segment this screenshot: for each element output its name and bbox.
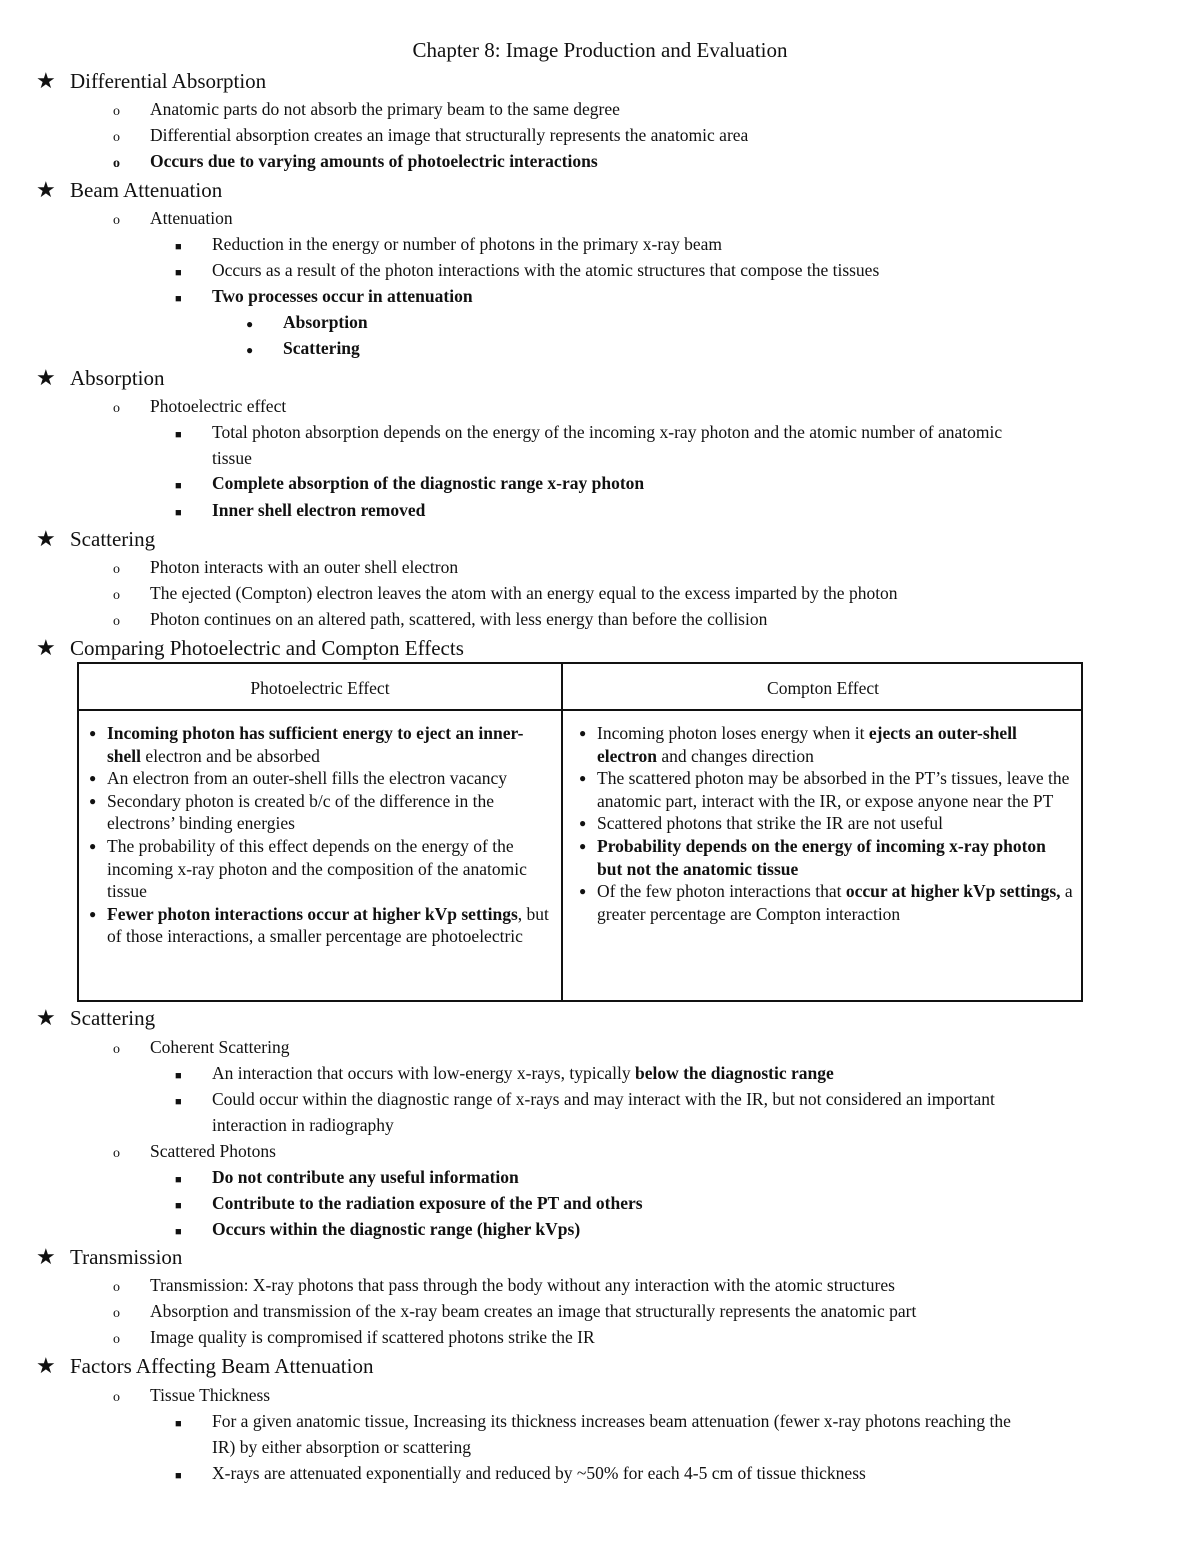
list-item: ● The scattered photon may be absorbed in the PT’s tissues, leave the anatomic part, interact with the IR, or expose anyone near the PT — [579, 767, 1074, 812]
list-item: ● Scattering — [246, 336, 360, 362]
square-bullet-icon: ■ — [175, 507, 182, 519]
list-item: ■ X-rays are attenuated exponentially and reduced by ~50% for each 4-5 cm of tissue thickness — [175, 1461, 866, 1488]
list-item: o Anatomic parts do not absorb the primary beam to the same degree — [113, 97, 620, 124]
list-item: ● Of the few photon interactions that occur at higher kVp settings, a greater percentage are Compton interaction — [579, 880, 1074, 925]
list-item: o Photon interacts with an outer shell electron — [113, 555, 458, 582]
star-icon: ★ — [36, 365, 56, 390]
square-bullet-icon: ■ — [175, 1418, 182, 1430]
star-icon: ★ — [36, 1244, 56, 1269]
dot-bullet-icon: ● — [246, 317, 254, 331]
square-bullet-icon: ■ — [175, 429, 182, 441]
heading-scattering: ★ Scattering — [36, 526, 156, 551]
table-cell-photoelectric — [89, 722, 554, 948]
star-icon: ★ — [36, 68, 56, 93]
list-item: ● Probability depends on the energy of incoming x-ray photon but not the anatomic tissue — [579, 835, 1074, 880]
circle-bullet-icon: o — [113, 1390, 120, 1405]
page-title: Chapter 8: Image Production and Evaluation — [412, 38, 788, 62]
list-item: ● An electron from an outer-shell fills the electron vacancy — [89, 767, 554, 790]
list-item: ● Secondary photon is created b/c of the difference in the electrons’ binding energies — [89, 790, 554, 835]
list-item: o Differential absorption creates an image that structurally represents the anatomic area — [113, 123, 748, 150]
star-icon: ★ — [36, 1005, 56, 1030]
list-item: ■ Do not contribute any useful information — [175, 1165, 519, 1192]
list-item: o Scattered Photons — [113, 1139, 276, 1166]
list-item-continuation: tissue — [212, 448, 252, 468]
list-item: o Occurs due to varying amounts of photoelectric interactions — [113, 149, 598, 176]
list-item: ■ Inner shell electron removed — [175, 498, 425, 525]
list-item: ■ Total photon absorption depends on the energy of the incoming x-ray photon and the atomic number of anatomic — [175, 420, 1002, 447]
table-column-divider — [561, 664, 563, 1000]
square-bullet-icon: ■ — [175, 1226, 182, 1238]
heading-absorption: ★ Absorption — [36, 365, 165, 390]
list-item: ■ For a given anatomic tissue, Increasing its thickness increases beam attenuation (fewer x-ray photons reaching the — [175, 1409, 1011, 1436]
list-item-continuation: IR) by either absorption or scattering — [212, 1437, 472, 1457]
heading-transmission: ★ Transmission — [36, 1244, 183, 1269]
list-item-continuation: interaction in radiography — [212, 1115, 394, 1135]
star-icon: ★ — [36, 177, 56, 202]
square-bullet-icon: ■ — [175, 1070, 182, 1082]
list-item: ● Scattered photons that strike the IR are not useful — [579, 812, 1074, 835]
heading-differential-absorption: ★ Differential Absorption — [36, 68, 267, 93]
square-bullet-icon: ■ — [175, 241, 182, 253]
circle-bullet-icon: o — [113, 614, 120, 629]
square-bullet-icon: ■ — [175, 293, 182, 305]
circle-bullet-icon: o — [113, 156, 120, 171]
list-item: o Transmission: X-ray photons that pass through the body without any interaction with the atomic structures — [113, 1273, 895, 1300]
table-header-photoelectric: Photoelectric Effect — [250, 678, 390, 698]
square-bullet-icon: ■ — [175, 267, 182, 279]
table-header-compton: Compton Effect — [767, 678, 879, 698]
list-item: ● Incoming photon loses energy when it ejects an outer-shell electron and changes direction — [579, 722, 1074, 767]
list-item: ■ Two processes occur in attenuation — [175, 284, 473, 311]
list-item: o Tissue Thickness — [113, 1383, 270, 1410]
square-bullet-icon: ■ — [175, 1470, 182, 1482]
circle-bullet-icon: o — [113, 1332, 120, 1347]
list-item: o The ejected (Compton) electron leaves the atom with an energy equal to the excess imparted by the photon — [113, 581, 898, 608]
star-icon: ★ — [36, 1353, 56, 1378]
list-item: ■ An interaction that occurs with low-energy x-rays, typically below the diagnostic range — [175, 1061, 834, 1088]
list-item: ● Fewer photon interactions occur at higher kVp settings, but of those interactions, a smaller percentage are photoelectric — [89, 903, 554, 948]
list-item: o Attenuation — [113, 206, 233, 233]
circle-bullet-icon: o — [113, 1306, 120, 1321]
table-header-divider — [79, 709, 1081, 711]
heading-comparing: ★ Comparing Photoelectric and Compton Effects — [36, 635, 464, 660]
list-item: o Coherent Scattering — [113, 1035, 289, 1062]
square-bullet-icon: ■ — [175, 1096, 182, 1108]
list-item: ■ Occurs as a result of the photon interactions with the atomic structures that compose the tissues — [175, 258, 879, 285]
list-item: ■ Occurs within the diagnostic range (higher kVps) — [175, 1217, 580, 1244]
circle-bullet-icon: o — [113, 213, 120, 228]
circle-bullet-icon: o — [113, 104, 120, 119]
star-icon: ★ — [36, 635, 56, 660]
star-icon: ★ — [36, 526, 56, 551]
dot-bullet-icon: ● — [246, 343, 254, 357]
circle-bullet-icon: o — [113, 1146, 120, 1161]
heading-beam-attenuation: ★ Beam Attenuation — [36, 177, 223, 202]
list-item: o Absorption and transmission of the x-ray beam creates an image that structurally represents the anatomic part — [113, 1299, 916, 1326]
square-bullet-icon: ■ — [175, 1200, 182, 1212]
list-item: ■ Could occur within the diagnostic range of x-rays and may interact with the IR, but not considered an important — [175, 1087, 995, 1114]
list-item: ● Incoming photon has sufficient energy to eject an inner-shell electron and be absorbed — [89, 722, 554, 767]
list-item: o Photoelectric effect — [113, 394, 286, 421]
square-bullet-icon: ■ — [175, 480, 182, 492]
heading-factors: ★ Factors Affecting Beam Attenuation — [36, 1353, 374, 1378]
circle-bullet-icon: o — [113, 588, 120, 603]
comparison-table — [77, 662, 1083, 1002]
circle-bullet-icon: o — [113, 401, 120, 416]
list-item: ■ Complete absorption of the diagnostic range x-ray photon — [175, 471, 644, 498]
square-bullet-icon: ■ — [175, 1174, 182, 1186]
list-item: ● The probability of this effect depends on the energy of the incoming x-ray photon and the composition of the anatomic tissue — [89, 835, 554, 903]
circle-bullet-icon: o — [113, 130, 120, 145]
circle-bullet-icon: o — [113, 1280, 120, 1295]
circle-bullet-icon: o — [113, 562, 120, 577]
list-item: o Photon continues on an altered path, scattered, with less energy than before the collision — [113, 607, 767, 634]
list-item: ■ Contribute to the radiation exposure of the PT and others — [175, 1191, 643, 1218]
list-item: ■ Reduction in the energy or number of photons in the primary x-ray beam — [175, 232, 722, 259]
heading-scattering-2: ★ Scattering — [36, 1005, 156, 1030]
circle-bullet-icon: o — [113, 1042, 120, 1057]
table-cell-compton — [579, 722, 1074, 925]
list-item: o Image quality is compromised if scattered photons strike the IR — [113, 1325, 595, 1352]
list-item: ● Absorption — [246, 310, 368, 336]
